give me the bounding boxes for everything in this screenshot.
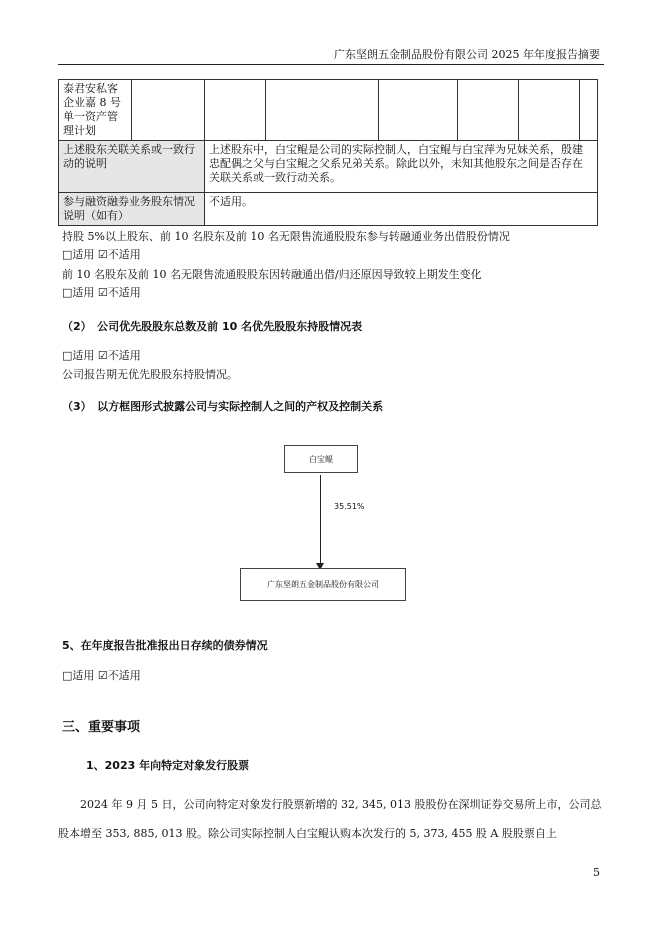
table-row <box>59 141 598 193</box>
table-cell <box>132 80 205 141</box>
issue-paragraph: 2024 年 9 月 5 日，公司向特定对象发行股票新增的 32, 345, 013 股股份在深圳证券交易所上市，公司总股本增至 353, 885, 013 股。除公司实际控制人白宝鲲认购本次发行的 5, 373, 455 股 A 股股票自上 <box>58 798 602 840</box>
table-cell <box>379 80 458 141</box>
table-cell <box>205 80 266 141</box>
pref-text: 公司报告期无优先股股东持股情况。 <box>62 368 238 381</box>
margin-label: 参与融资融券业务股东情况说明（如有） <box>59 193 205 226</box>
page-number: 5 <box>593 866 600 879</box>
bond-heading: 5、在年度报告批准报出日存续的债券情况 <box>62 639 268 652</box>
related-value: 上述股东中，白宝鲲是公司的实际控制人，白宝鲲与白宝萍为兄妹关系，殷建忠配偶之父与白宝鲲之父系兄弟关系。除此以外，未知其他股东之间是否存在关联关系或一致行动关系。 <box>205 141 598 193</box>
na-options: □适用 ☑不适用 <box>62 248 141 261</box>
related-label: 上述股东关联关系或一致行动的说明 <box>59 141 205 193</box>
table-row <box>59 80 598 141</box>
margin-value: 不适用。 <box>205 193 598 226</box>
header-divider <box>58 64 604 65</box>
company-box: 广东坚朗五金制品股份有限公司 <box>240 568 406 601</box>
issue-heading: 1、2023 年向特定对象发行股票 <box>86 759 250 772</box>
table-cell <box>519 80 580 141</box>
shareholder-table <box>58 79 598 226</box>
table-cell: 泰君安私客企业嘉 8 号单一资产管理计划 <box>59 80 132 141</box>
table-cell <box>458 80 519 141</box>
change-title: 前 10 名股东及前 10 名无限售流通股股东因转融通出借/归还原因导致较上期发生变化 <box>62 268 482 281</box>
table-cell <box>266 80 379 141</box>
control-line <box>320 475 321 565</box>
na-options: □适用 ☑不适用 <box>62 669 141 682</box>
section-title: 三、重要事项 <box>62 720 141 735</box>
na-options: □适用 ☑不适用 <box>62 286 141 299</box>
pref-heading: （2） 公司优先股股东总数及前 10 名优先股股东持股情况表 <box>62 320 363 333</box>
table-row <box>59 193 598 226</box>
holding-percent: 35.51% <box>334 502 365 511</box>
na-options: □适用 ☑不适用 <box>62 349 141 362</box>
table-cell <box>580 80 598 141</box>
chart-heading: （3） 以方框图形式披露公司与实际控制人之间的产权及控制关系 <box>62 400 384 413</box>
controller-box: 白宝鲲 <box>284 445 358 473</box>
lend-title: 持股 5%以上股东、前 10 名股东及前 10 名无限售流通股股东参与转融通业务出借股份情况 <box>62 230 510 243</box>
page-header: 广东坚朗五金制品股份有限公司 2025 年年度报告摘要 <box>334 48 600 61</box>
